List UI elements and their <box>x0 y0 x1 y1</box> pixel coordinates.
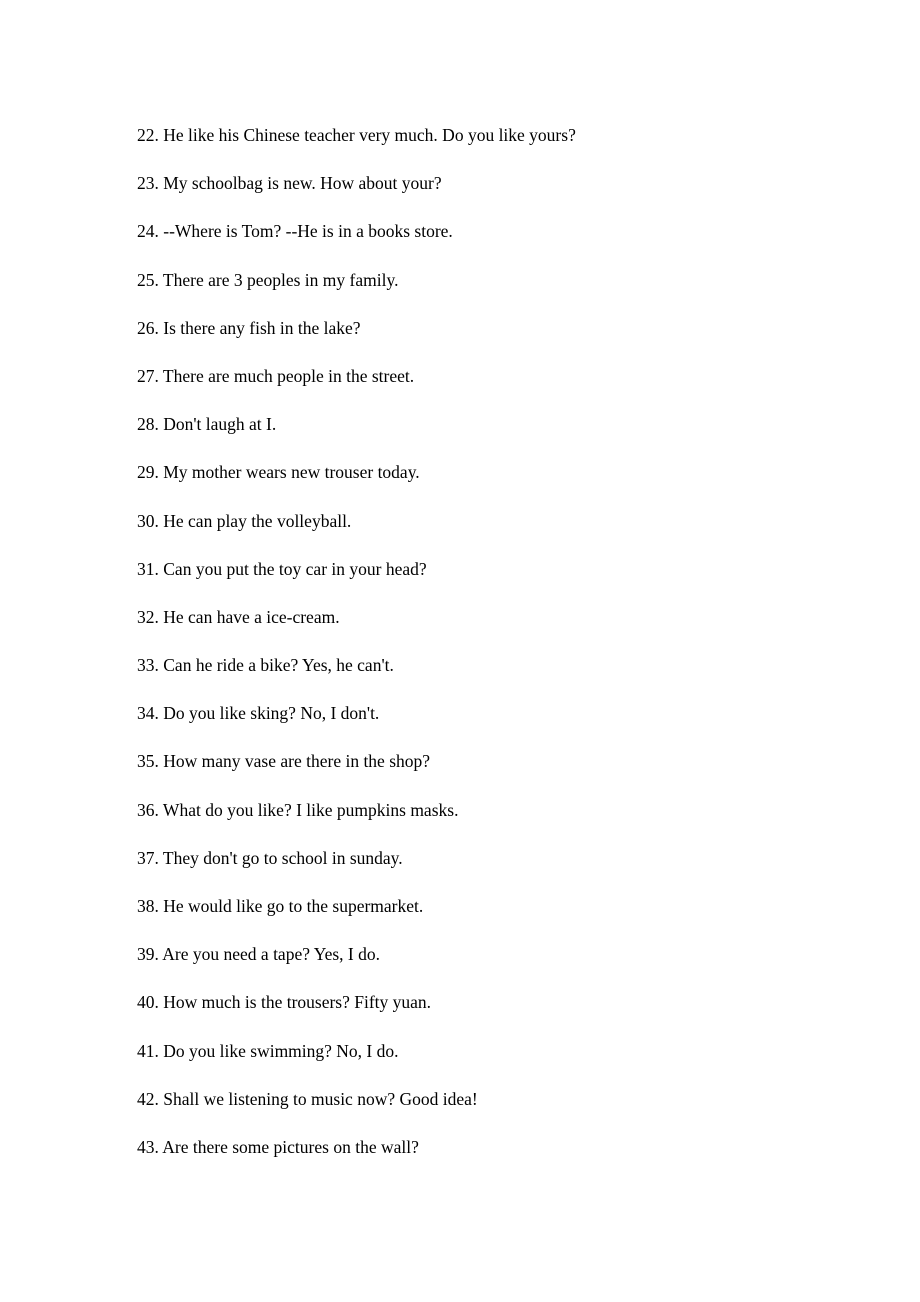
sentence-line-35: 35. How many vase are there in the shop? <box>137 751 431 772</box>
sentence-line-41: 41. Do you like swimming? No, I do. <box>137 1040 399 1061</box>
sentence-line-34: 34. Do you like sking? No, I don't. <box>137 703 380 724</box>
sentence-line-40: 40. How much is the trousers? Fifty yuan. <box>137 992 432 1013</box>
sentence-line-37: 37. They don't go to school in sunday. <box>137 847 403 868</box>
sentence-line-43: 43. Are there some pictures on the wall? <box>137 1136 419 1157</box>
sentence-line-28: 28. Don't laugh at I. <box>137 414 277 435</box>
sentence-line-32: 32. He can have a ice-cream. <box>137 606 340 627</box>
sentence-line-25: 25. There are 3 peoples in my family. <box>137 269 399 290</box>
sentence-line-23: 23. My schoolbag is new. How about your? <box>137 173 442 194</box>
sentence-line-42: 42. Shall we listening to music now? Good idea! <box>137 1088 478 1109</box>
sentence-line-38: 38. He would like go to the supermarket. <box>137 896 424 916</box>
sentence-line-27: 27. There are much people in the street. <box>137 365 415 386</box>
sentence-line-39: 39. Are you need a tape? Yes, I do. <box>137 944 381 965</box>
sentence-line-26: 26. Is there any fish in the lake? <box>137 317 361 338</box>
sentence-line-24: 24. --Where is Tom? --He is in a books store. <box>137 221 453 242</box>
sentence-line-33: 33. Can he ride a bike? Yes, he can't. <box>137 655 394 676</box>
sentence-line-30: 30. He can play the volleyball. <box>137 510 352 531</box>
sentence-line-22: 22. He like his Chinese teacher very much. Do you like yours? <box>137 125 576 145</box>
sentence-line-36: 36. What do you like? I like pumpkins masks. <box>137 799 459 820</box>
sentence-line-31: 31. Can you put the toy car in your head? <box>137 558 427 579</box>
sentence-line-29: 29. My mother wears new trouser today. <box>137 462 420 483</box>
